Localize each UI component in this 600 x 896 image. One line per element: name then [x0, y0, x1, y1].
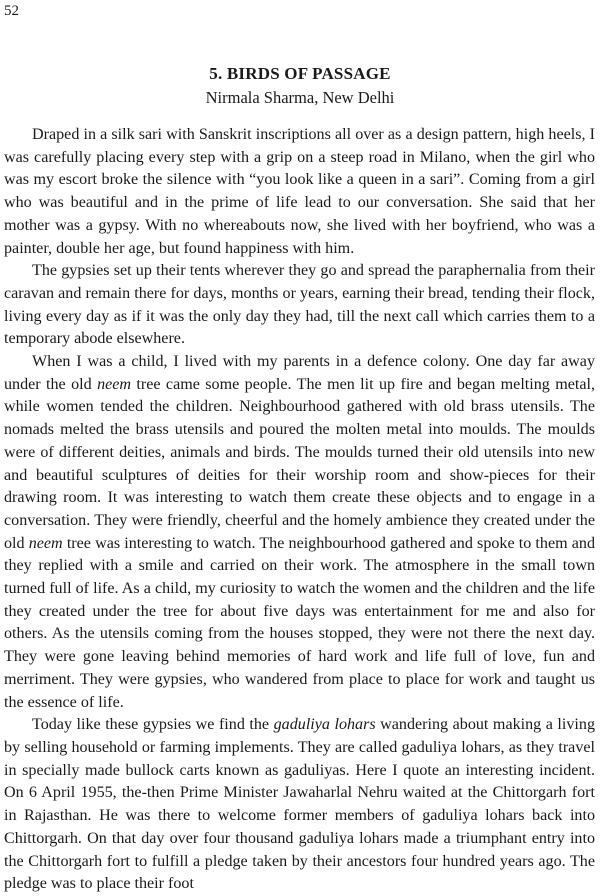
article-author: Nirmala Sharma, New Delhi [205, 88, 395, 107]
body-paragraph [4, 124, 595, 260]
paragraph-text: The gypsies set up their tents wherever they go and spread the paraphernalia from their caravan and remain there for days, months or years, earning their bread, tending their flock, living every day as if it was the only day they had, till the next call which carries them to a temporary abode elsewhere. [4, 262, 595, 348]
paragraph-text: Today like these gypsies we find the [32, 716, 274, 734]
paragraph-text: When I was a child, I lived with my parents in a defence colony. One day far away under the old [4, 353, 595, 393]
italic-term: gaduliya lohars [273, 716, 376, 734]
paragraph-text: tree was interesting to watch. The neighbourhood gathered and spoke to them and they replied with a smile and carried on their work. The atmosphere in the small town turned full of life. As a child, my curiosity to watch the women and the children and the life they created under the tree for about five days was entertainment for me and also for others. As the utensils coming from the houses stopped, they were not there the next day. They were gone leaving behind memories of hard work and life full of love, fun and merriment. They were gypsies, who wandered from place to place for work and taught us the essence of life. [4, 534, 595, 711]
body-paragraph [4, 260, 595, 351]
paragraph-text: Draped in a silk sari with Sanskrit inscriptions all over as a design pattern, high heels, I was carefully placing every step with a grip on a steep road in Milano, when the girl who was my escort broke the silence with “you look like a queen in a sari”. Coming from a girl who was beautiful and in the prime of life lead to our conversation. She said that her mother was a gypsy. With no whereabouts now, she lived with her boyfriend, who was a painter, double her age, but found happiness with him. [4, 126, 595, 257]
body-paragraph [4, 714, 595, 896]
page-number: 52 [4, 3, 19, 19]
article-body [4, 124, 595, 896]
paragraph-text: wandering about making a living by selling household or farming implements. They are called gaduliya lohars, as they travel in specially made bullock carts known as gaduliyas. Here I quote an interesting incident. On 6 April 1955, the-then Prime Minister Jawaharlal Nehru waited at the Chittorgarh fort in Rajasthan. He was there to welcome former members of gaduliya lohars back into Chittorgarh. On that day over four thousand gaduliya lohars made a triumphant entry into the Chittorgarh fort to fulfill a pledge taken by their ancestors four hundred years ago. The pledge was to place their foot [4, 716, 595, 893]
article-title: 5. BIRDS OF PASSAGE [209, 64, 391, 83]
paragraph-text: tree came some people. The men lit up fire and began melting metal, while women tended the children. Neighbourhood gathered with old brass utensils. The nomads melted the brass utensils and poured the molten metal into moulds. The moulds were of different deities, animals and birds. The moulds turned their old utensils into new and beautiful sculptures of deities for their worship room and show-pieces for their drawing room. It was interesting to watch them create these objects and to engage in a conversation. They were friendly, cheerful and the homely ambience they created under the old [4, 375, 595, 552]
italic-term: neem [28, 534, 63, 552]
body-paragraph [4, 351, 595, 714]
italic-term: neem [97, 375, 132, 393]
